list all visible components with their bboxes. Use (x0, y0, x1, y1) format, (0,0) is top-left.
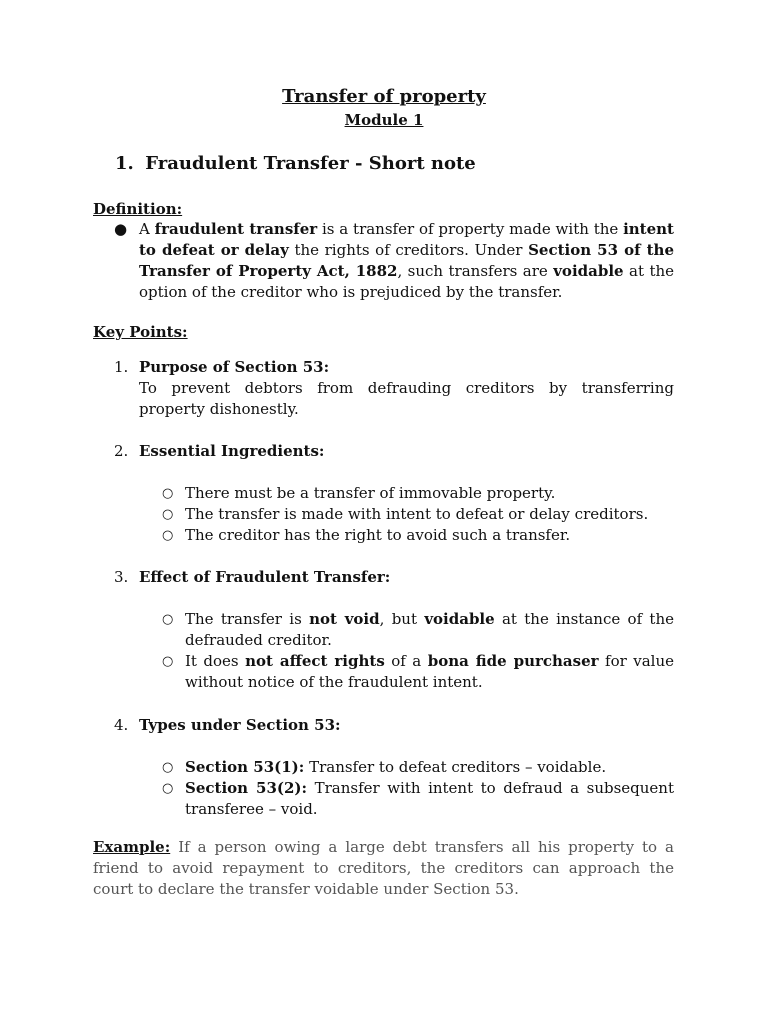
point-3-title: Effect of Fraudulent Transfer: (139, 568, 391, 586)
p3-i2-t2: of a (384, 652, 428, 670)
point-2-item-1: There must be a transfer of immovable property. (185, 484, 556, 502)
definition-t5: at the option of the creditor who is prejudiced by the transfer. (139, 262, 675, 301)
point-4-item-2-bullet: ○ (162, 781, 174, 796)
point-2-item-3-bullet: ○ (162, 528, 174, 543)
definition-b3: Section 53 of the Transfer of Property Act, 1882 (139, 241, 674, 280)
point-4-item-1 (185, 757, 674, 778)
section-heading (115, 153, 476, 174)
p3-i2-b1: not affect rights (245, 652, 385, 670)
point-4-item-2 (185, 778, 674, 820)
point-2-title: Essential Ingredients: (139, 442, 325, 460)
section-heading-number: 1. (115, 153, 134, 174)
point-4-number: 4. (114, 716, 129, 734)
p3-i2-t1: It does (185, 652, 246, 670)
point-3-item-2-bullet: ○ (162, 654, 174, 669)
p3-i1-b1: not void (309, 610, 380, 628)
p4-i1-t: Transfer to defeat creditors – voidable. (304, 758, 607, 776)
p3-i2-t3: for value without notice of the fraudulent intent. (185, 652, 674, 691)
point-2-item-1-bullet: ○ (162, 486, 174, 501)
document-title: Transfer of property (282, 86, 486, 107)
definition-t2: is a transfer of property made with the (317, 220, 624, 238)
point-3-item-2 (185, 651, 674, 693)
example-paragraph (93, 837, 674, 900)
example-text: If a person owing a large debt transfers all his property to a friend to avoid repayment to creditors, the creditors can approach the court to declare the transfer voidable under Section 53. (93, 838, 674, 898)
point-2-item-3: The creditor has the right to avoid such a transfer. (185, 526, 571, 544)
definition-t1: A (139, 220, 155, 238)
point-3-item-1-bullet: ○ (162, 612, 174, 627)
point-1-text: To prevent debtors from defrauding creditors by transferring property dishonestly. (139, 379, 674, 418)
p4-i2-t: Transfer with intent to defraud a subsequent transferee – void. (185, 779, 674, 818)
key-points-label: Key Points: (93, 323, 188, 341)
point-3-item-1 (185, 609, 674, 651)
point-4-title: Types under Section 53: (139, 716, 341, 734)
section-heading-text: Fraudulent Transfer - Short note (145, 153, 476, 174)
point-2-item-2-bullet: ○ (162, 507, 174, 522)
definition-bullet: ● (114, 220, 128, 238)
example-label: Example: (93, 838, 171, 856)
definition-t3: the rights of creditors. Under (288, 241, 529, 259)
definition-b4: voidable (553, 262, 624, 280)
point-3-number: 3. (114, 568, 129, 586)
p3-i1-t3: at the instance of the defrauded creditor. (185, 610, 674, 649)
definition-label: Definition: (93, 200, 183, 218)
point-4-item-1-bullet: ○ (162, 760, 174, 775)
point-2-item-2: The transfer is made with intent to defeat or delay creditors. (185, 505, 649, 523)
definition-b2: intent to defeat or delay (139, 220, 674, 259)
document-subtitle: Module 1 (344, 111, 424, 129)
p4-i2-b: Section 53(2): (185, 779, 308, 797)
point-1-title: Purpose of Section 53: (139, 358, 330, 376)
definition-t4: , such transfers are (397, 262, 554, 280)
definition-b1: fraudulent transfer (154, 220, 318, 238)
point-1-number: 1. (114, 358, 129, 376)
p4-i1-b: Section 53(1): (185, 758, 305, 776)
p3-i1-t2: , but (379, 610, 425, 628)
definition-text (139, 219, 674, 303)
p3-i2-b2: bona fide purchaser (427, 652, 599, 670)
p3-i1-b2: voidable (424, 610, 495, 628)
p3-i1-t1: The transfer is (185, 610, 310, 628)
point-2-number: 2. (114, 442, 129, 460)
